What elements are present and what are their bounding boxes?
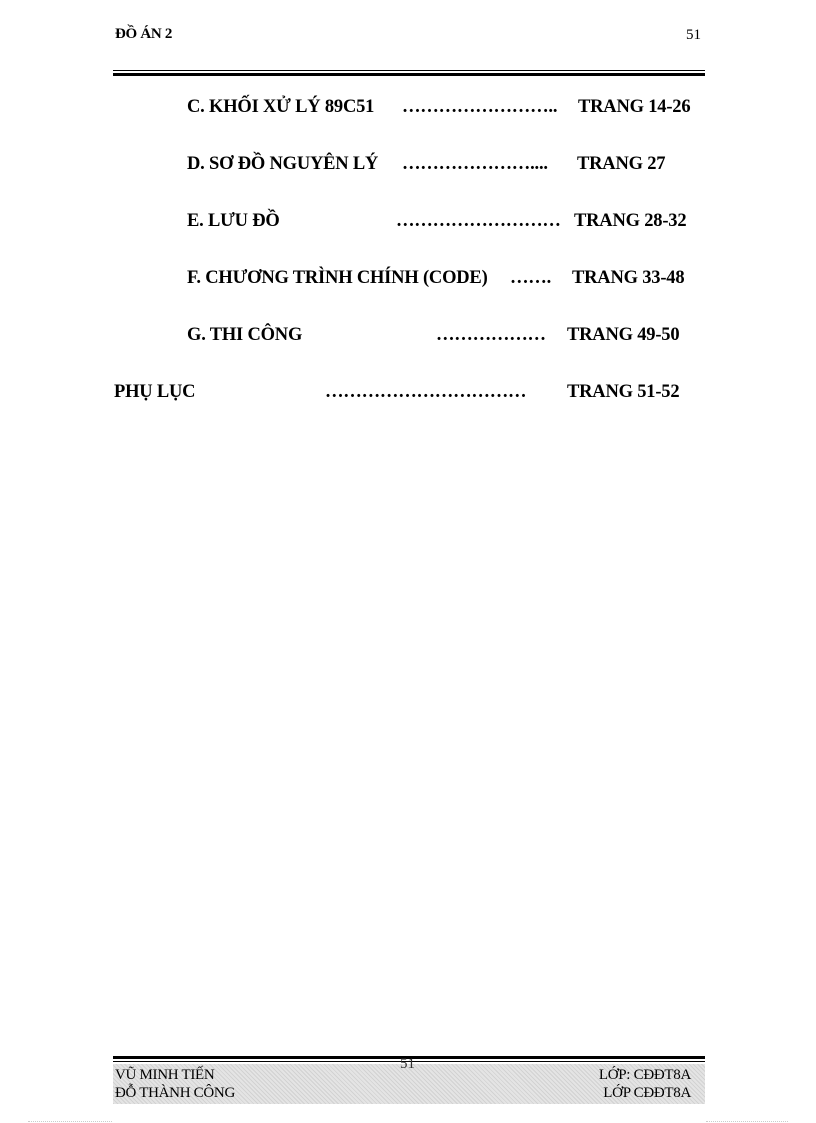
footer-class-1: LỚP: CĐĐT8A [598, 1067, 691, 1083]
page-footer [113, 1056, 705, 1104]
toc-page: TRANG 49-50 [567, 325, 680, 345]
footer-author-2: ĐỖ THÀNH CÔNG [115, 1085, 235, 1101]
toc-label: G. THI CÔNG [187, 325, 303, 345]
toc-page: TRANG 28-32 [574, 211, 687, 231]
header-rule-thick [113, 73, 705, 76]
toc-dots: ………………….... [402, 154, 548, 174]
footer-author-1: VŨ MINH TIẾN [115, 1067, 215, 1083]
footer-class-2: LỚP CĐĐT8A [603, 1085, 691, 1101]
toc-label: E. LƯU ĐỒ [187, 211, 280, 231]
toc-entry-e [0, 211, 816, 235]
toc-entry-g [0, 325, 816, 349]
toc-entry-appendix [0, 382, 816, 406]
toc-entry-d [0, 154, 816, 178]
toc-dots: ……. [510, 268, 552, 288]
toc-dots: ……………… [436, 325, 546, 345]
toc-page: TRANG 51-52 [567, 382, 680, 402]
toc-dots: …………………….. [402, 97, 558, 117]
header-rule-thin [113, 70, 705, 71]
toc-dots: ……………………… [396, 211, 561, 231]
toc-entry-c [0, 97, 816, 121]
toc-label: D. SƠ ĐỒ NGUYÊN LÝ [187, 154, 379, 174]
header-title: ĐỒ ÁN 2 [115, 26, 173, 42]
toc-page: TRANG 33-48 [572, 268, 685, 288]
toc-dots: …………………………… [325, 382, 527, 402]
toc-page: TRANG 27 [577, 154, 666, 174]
header-page-number: 51 [686, 27, 701, 43]
toc-label: C. KHỐI XỬ LÝ 89C51 [187, 97, 375, 117]
toc-label: PHỤ LỤC [114, 382, 196, 402]
page-header [113, 26, 705, 50]
footer-page-number: 51 [400, 1056, 415, 1072]
toc-label: F. CHƯƠNG TRÌNH CHÍNH (CODE) [187, 268, 488, 288]
toc-page: TRANG 14-26 [578, 97, 691, 117]
toc-entry-f [0, 268, 816, 292]
